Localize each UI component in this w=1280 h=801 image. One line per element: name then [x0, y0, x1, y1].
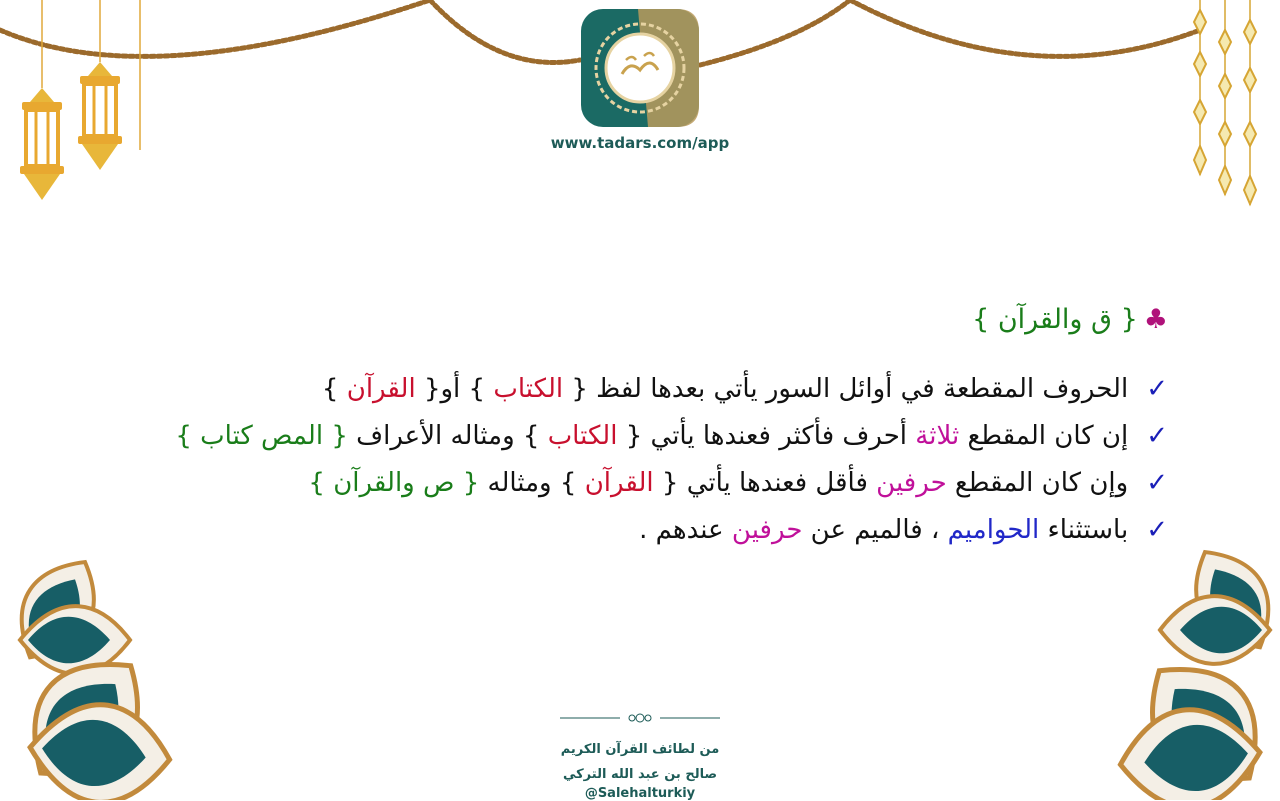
logo-url[interactable]: www.tadars.com/app [550, 134, 730, 152]
bullet-text-segment: القرآن [584, 468, 654, 498]
club-icon: ♣ [1143, 304, 1168, 335]
footer-series: من لطائف القرآن الكريم [560, 742, 720, 757]
bullet-text-segment: } [321, 374, 347, 404]
bullet-item [98, 507, 1168, 554]
bullet-item [98, 413, 1168, 460]
flower-ornament-icon [1080, 520, 1280, 800]
crescent-icon [120, 0, 200, 220]
slide-heading [98, 296, 1168, 344]
bullet-text-segment: إن كان المقطع [959, 421, 1129, 451]
bullet-text-segment: فأقل فعندها يأتي { [653, 468, 877, 498]
bullet-text-segment: { المص كتاب } [175, 421, 348, 451]
bullet-text-segment: عندهم . [639, 515, 732, 545]
bullet-text-segment: الحروف المقطعة في أوائل السور يأتي بعدها لفظ { [563, 374, 1129, 404]
bullet-text-segment: ، فالميم عن [802, 515, 948, 545]
flower-ornament-icon [0, 520, 200, 800]
bullet-item [98, 366, 1168, 413]
lantern-icon [14, 0, 74, 210]
bullet-text-segment: وإن كان المقطع [946, 468, 1129, 498]
bullet-text-segment: الكتاب [547, 421, 618, 451]
footer-divider [560, 712, 720, 724]
check-icon: ✓ [1146, 421, 1168, 451]
check-icon: ✓ [1146, 374, 1168, 404]
bullet-text-segment: الحواميم [947, 515, 1040, 545]
bullet-text-segment: } ومثاله [479, 468, 585, 498]
bullet-text-segment: حرفين [731, 515, 803, 545]
bullet-text-segment: حرفين [876, 468, 947, 498]
check-icon: ✓ [1146, 515, 1168, 545]
slide-content [98, 296, 1168, 554]
bullet-text-segment: { ص والقرآن } [308, 468, 480, 498]
app-logo[interactable] [578, 6, 702, 130]
bullet-list [98, 366, 1168, 554]
footer-author: صالح بن عبد الله التركي [562, 767, 718, 782]
bullet-text-segment: القرآن [346, 374, 416, 404]
bullet-text-segment: } أو{ [415, 374, 494, 404]
footer [540, 712, 740, 801]
heading-text: { ق والقرآن } [972, 304, 1138, 335]
bullet-text-segment: باستثناء [1039, 515, 1129, 545]
bullet-item [98, 460, 1168, 507]
bullet-text-segment: الكتاب [493, 374, 564, 404]
bullet-text-segment: ثلاثة [915, 421, 960, 451]
bullet-text-segment: أحرف فأكثر فعندها يأتي { [617, 421, 916, 451]
footer-handle[interactable]: @Salehalturkiy [584, 786, 696, 801]
hanging-ornaments [1188, 0, 1278, 215]
check-icon: ✓ [1146, 468, 1168, 498]
bullet-text-segment: } ومثاله الأعراف [347, 421, 548, 451]
